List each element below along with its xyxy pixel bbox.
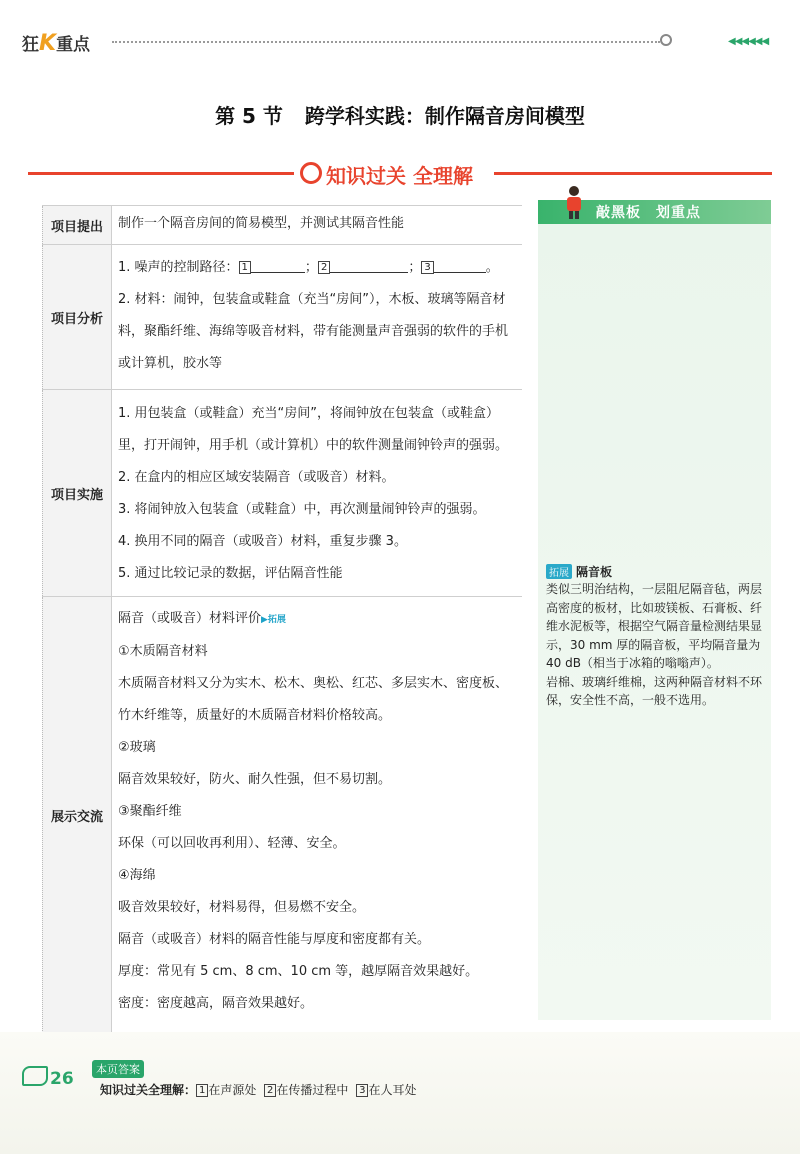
section-number: 第 5 节 — [215, 104, 283, 128]
paragraph: 制作一个隔音房间的简易模型，并测试其隔音性能 — [118, 216, 405, 231]
extension-tag: ▶拓展 — [261, 615, 286, 625]
brand-prefix: 狂 — [22, 35, 39, 55]
extension-badge: 拓展 — [546, 564, 572, 579]
table-row — [42, 245, 522, 390]
blank-number: 1 — [239, 261, 251, 274]
paragraph: 岩棉、玻璃纤维棉，这两种隔音材料不环保，安全性不高，一般不选用。 — [546, 674, 763, 707]
answer-text: 在人耳处 — [368, 1083, 417, 1097]
banner-rule-left — [28, 172, 294, 175]
note-title: 隔音板 — [576, 565, 613, 579]
page-number-text: 26 — [50, 1069, 74, 1089]
brand-logo — [22, 30, 90, 56]
text: ； — [304, 260, 318, 275]
paragraph: 隔音效果较好，防火、耐久性强，但不易切割。 — [118, 772, 392, 787]
answers-line — [100, 1081, 416, 1098]
blank-number: 2 — [318, 261, 330, 274]
paragraph — [118, 603, 516, 636]
brand-k: K — [39, 31, 57, 56]
text: 。 — [485, 260, 499, 275]
paragraph: 3. 将闹钟放入包装盒（或鞋盒）中，再次测量闹钟铃声的强弱。 — [118, 502, 486, 517]
text: ； — [408, 260, 422, 275]
swirl-icon — [300, 162, 322, 184]
answer-text: 在声源处 — [208, 1083, 257, 1097]
teacher-icon — [563, 185, 585, 219]
paragraph: 厚度：常见有 5 cm、8 cm、10 cm 等，越厚隔音效果越好。 — [118, 964, 479, 979]
project-table — [42, 205, 522, 1034]
row-content — [112, 390, 522, 596]
answer-number: 2 — [264, 1084, 276, 1097]
answer-number: 1 — [196, 1084, 208, 1097]
row-label: 展示交流 — [42, 597, 112, 1033]
header-dotted-rule — [112, 41, 660, 43]
sidebar-note-body — [546, 580, 768, 710]
table-row — [42, 390, 522, 597]
paragraph: 4. 换用不同的隔音（或吸音）材料，重复步骤 3。 — [118, 534, 407, 549]
paragraph: 2. 材料：闹钟，包装盒或鞋盒（充当“房间”），木板、玻璃等隔音材料，聚酯纤维、海绵等吸音材料，带有能测量声音强弱的软件的手机或计算机，胶水等 — [118, 291, 509, 371]
arrows-decoration: ◀◀◀◀◀◀ — [728, 36, 769, 47]
answer-blank — [434, 258, 486, 273]
text: 1. 噪声的控制路径： — [118, 260, 239, 275]
paragraph: ④海绵 — [118, 868, 156, 883]
paragraph: 隔音（或吸音）材料的隔音性能与厚度和密度都有关。 — [118, 932, 431, 947]
ring-icon — [660, 34, 672, 46]
page-number — [22, 1066, 74, 1089]
answer-text: 在传播过程中 — [276, 1083, 349, 1097]
answer-number: 3 — [356, 1084, 368, 1097]
paragraph: 密度：密度越高，隔音效果越好。 — [118, 996, 314, 1011]
section-name: 跨学科实践：制作隔音房间模型 — [304, 104, 585, 128]
sidebar-header-text: 敲黑板 划重点 — [596, 205, 701, 221]
row-content — [112, 245, 522, 389]
sidebar-note-title — [546, 563, 612, 580]
row-label: 项目分析 — [42, 245, 112, 389]
paragraph: 木质隔音材料又分为实木、松木、奥松、红芯、多层实木、密度板、竹木纤维等，质量好的木质隔音材料价格较高。 — [118, 676, 509, 723]
text: 隔音（或吸音）材料评价 — [118, 611, 262, 626]
paragraph: 1. 用包装盒（或鞋盒）充当“房间”，将闹钟放在包装盒（或鞋盒）里，打开闹钟，用手机（或计算机）中的软件测量闹钟铃声的强弱。 — [118, 406, 509, 453]
paragraph — [118, 257, 516, 279]
answers-label: 知识过关全理解： — [100, 1083, 197, 1097]
row-content — [112, 206, 522, 244]
row-label: 项目实施 — [42, 390, 112, 596]
paragraph: 吸音效果较好，材料易得，但易燃不安全。 — [118, 900, 366, 915]
answers-badge: 本页答案 — [92, 1060, 144, 1078]
banner-rule-right — [494, 172, 772, 175]
blank-number: 3 — [421, 261, 433, 274]
table-row — [42, 597, 522, 1034]
paragraph: ③聚酯纤维 — [118, 804, 182, 819]
row-label: 项目提出 — [42, 206, 112, 244]
page-title — [0, 100, 800, 129]
paragraph: 类似三明治结构，一层阻尼隔音毡，两层高密度的板材，比如玻镁板、石膏板、纤维水泥板等，根据空气隔音量检测结果显示，30 mm 厚的隔音板，平均隔音量为 40 dB（相当于冰箱的嗡嗡声）。 — [546, 582, 763, 670]
paragraph: ②玻璃 — [118, 740, 156, 755]
answer-blank — [251, 258, 305, 273]
paragraph: ①木质隔音材料 — [118, 644, 208, 659]
answer-blank — [330, 258, 408, 273]
table-row — [42, 206, 522, 245]
brand-suffix: 重点 — [56, 35, 91, 55]
pencil-icon — [22, 1066, 48, 1086]
banner-title: 知识过关 全理解 — [326, 164, 473, 188]
paragraph: 5. 通过比较记录的数据，评估隔音性能 — [118, 566, 343, 581]
paragraph: 2. 在盒内的相应区域安装隔音（或吸音）材料。 — [118, 470, 395, 485]
paragraph: 环保（可以回收再利用）、轻薄、安全。 — [118, 836, 346, 851]
row-content — [112, 597, 522, 1033]
